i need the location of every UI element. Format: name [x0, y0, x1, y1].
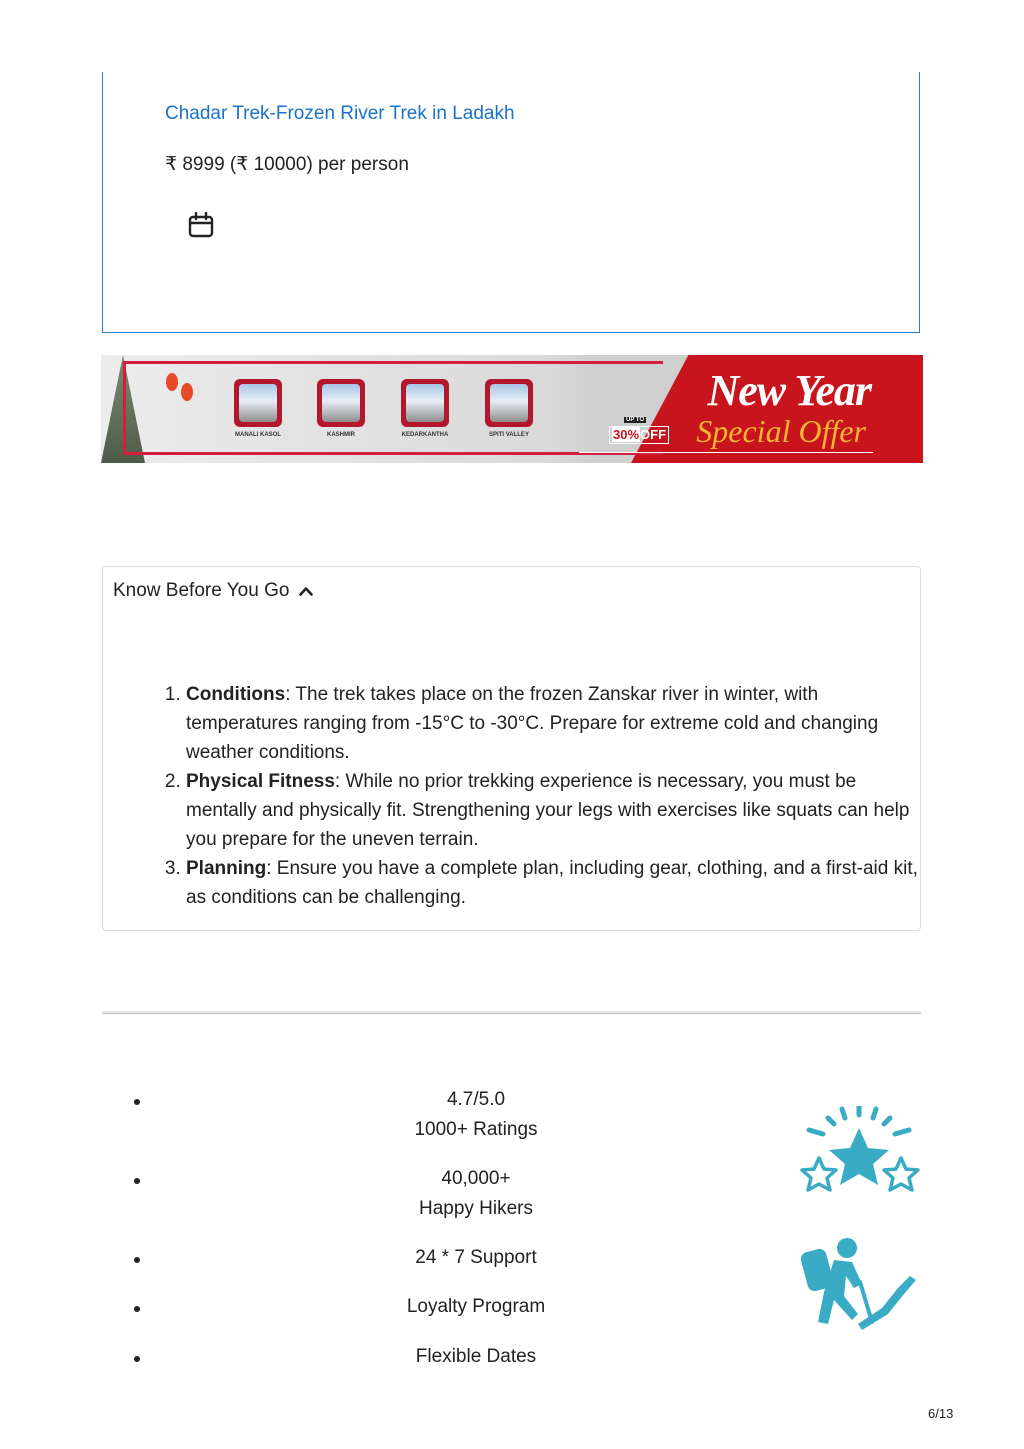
feature-text: 24 * 7 Support: [415, 1247, 537, 1268]
feature-line1: 40,000+: [441, 1168, 511, 1189]
new-year-offer-banner[interactable]: [101, 355, 923, 463]
upto-label: UP TO: [626, 417, 645, 423]
bullet: [134, 1356, 140, 1362]
calendar-icon[interactable]: [188, 212, 214, 238]
feature-text: [350, 1164, 602, 1224]
destination-thumbnail: [485, 379, 533, 427]
destination-thumbnail: [401, 379, 449, 427]
feature-text: Loyalty Program: [406, 1296, 546, 1317]
trek-title-link[interactable]: Chadar Trek-Frozen River Trek in Ladakh: [165, 103, 515, 124]
banner-title: New Year: [707, 366, 871, 415]
banner-frame: [123, 361, 663, 455]
discount-badge: [609, 426, 669, 444]
feature-text: Flexible Dates: [415, 1346, 537, 1367]
lantern-icon: [181, 383, 193, 401]
list-item: [186, 767, 921, 854]
item-term: Physical Fitness: [186, 771, 335, 792]
know-before-list: [165, 680, 921, 912]
lantern-icon: [166, 373, 178, 391]
banner-subtitle: Special Offer: [696, 413, 866, 449]
know-before-heading: Know Before You Go: [113, 580, 290, 601]
discount-off: OFF: [640, 427, 667, 442]
hiker-icon: [800, 1236, 922, 1334]
feature-line1: 4.7/5.0: [446, 1089, 506, 1110]
discount-percent: 30%: [613, 427, 640, 442]
bullet: [134, 1178, 140, 1184]
destination-label: KASHMIR: [327, 432, 355, 438]
chevron-up-icon: [299, 586, 313, 596]
destination-kedarkantha[interactable]: [398, 379, 452, 438]
item-text: : Ensure you have a complete plan, including gear, clothing, and a first-aid kit, as conditions can be challenging.: [186, 858, 918, 908]
trek-price: ₹ 8999 (₹ 10000) per person: [165, 154, 409, 175]
banner-underline: [579, 452, 873, 453]
section-divider: [102, 1011, 921, 1013]
bullet: [134, 1099, 140, 1105]
list-item: [186, 680, 921, 767]
item-term: Planning: [186, 858, 267, 879]
item-text: : While no prior trekking experience is necessary, you must be mentally and physically fit. Strengthening your legs with exercises like squats can help you prepare for the uneven terrain.: [186, 771, 910, 850]
destination-label: KEDARKANTHA: [401, 432, 449, 438]
bullet: [134, 1257, 140, 1263]
destination-spiti-valley[interactable]: [482, 379, 536, 438]
feature-text: [350, 1085, 602, 1145]
destination-thumbnail: [317, 379, 365, 427]
destination-label: SPITI VALLEY: [489, 432, 529, 438]
page-number: 6/13: [928, 1406, 954, 1421]
feature-line2: Happy Hikers: [418, 1198, 534, 1219]
destination-manali-kasol[interactable]: [231, 379, 285, 438]
star-rating-icon: [797, 1106, 925, 1202]
item-text: : The trek takes place on the frozen Zanskar river in winter, with temperatures ranging from -15°C to -30°C. Prepare for extreme cold and changing weather conditions.: [186, 684, 879, 763]
feature-line2: 1000+ Ratings: [414, 1119, 538, 1140]
destination-thumbnail: [234, 379, 282, 427]
know-before-toggle[interactable]: [113, 580, 313, 602]
item-term: Conditions: [186, 684, 286, 705]
bullet: [134, 1306, 140, 1312]
destination-kashmir[interactable]: [314, 379, 368, 438]
list-item: [186, 854, 921, 912]
destination-label: MANALI KASOL: [235, 432, 281, 438]
